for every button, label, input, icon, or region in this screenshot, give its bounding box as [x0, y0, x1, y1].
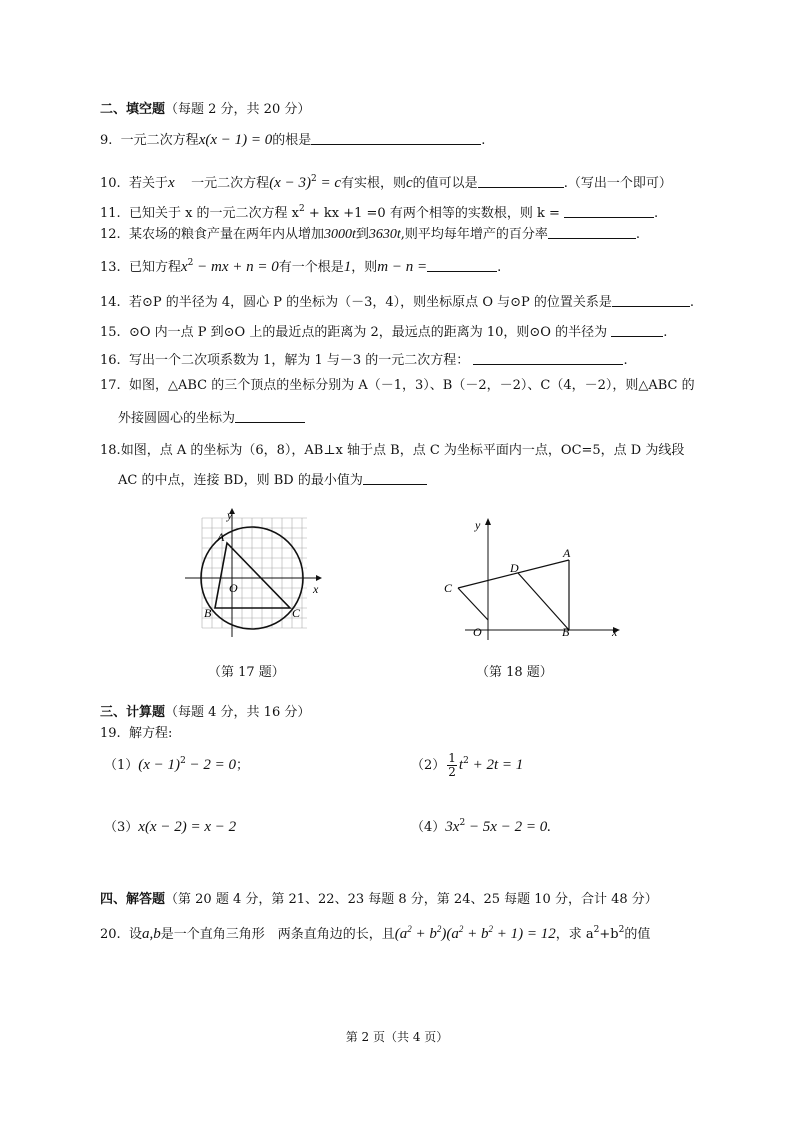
question-number: 19. [100, 726, 121, 741]
section-title: 三、计算题 [100, 705, 166, 720]
exponent: 2 [458, 924, 464, 934]
answer-blank[interactable] [235, 410, 305, 423]
question-number: 15. [100, 325, 121, 340]
answer-blank[interactable] [612, 294, 690, 307]
question-text: 已知关于 x 的一元二次方程 x [128, 206, 300, 221]
question-14 [100, 294, 694, 312]
question-text: ,则平均每年增产的百分率 [400, 227, 548, 242]
exponent: 2 [180, 756, 186, 766]
section-3-heading [100, 704, 310, 722]
eq-part: + 1) = 12 [492, 926, 556, 942]
question-text: ，则 [351, 260, 378, 275]
part-label: （3） [104, 820, 139, 835]
question-11 [100, 205, 658, 223]
denominator: 2 [448, 765, 456, 779]
section-note: （每题 2 分，共 20 分） [165, 102, 311, 117]
q19-part-1 [104, 756, 249, 775]
exponent: 2 [488, 924, 493, 934]
section-4-heading [100, 891, 658, 909]
y-label: y [475, 518, 481, 532]
question-number: 10. [100, 176, 121, 191]
question-17 [100, 377, 695, 395]
exponent: 2 [593, 925, 600, 935]
y-axis-arrow [485, 518, 491, 525]
question-text: ⊙O 内一点 P 到⊙O 上的最近点的距离为 2，最远点的距离为 10，则⊙O 的半径为 [128, 325, 608, 340]
question-text: + kx +1 =0 有两个相等的实数根，则 k = [304, 206, 560, 221]
question-19 [100, 725, 172, 743]
equation: − mx + n = 0 [193, 259, 279, 275]
question-text: 解方程: [128, 726, 173, 741]
question-17-line2 [118, 410, 305, 428]
question-text: AC 的中点，连接 BD，则 BD 的最小值为 [118, 473, 363, 488]
origin-label: O [473, 625, 482, 639]
figure-18-caption: （第 18 题） [476, 665, 553, 680]
equation [395, 926, 556, 942]
question-text: 有实根，则 [340, 176, 406, 191]
equation: t [458, 757, 464, 773]
question-number: 17. [100, 378, 121, 393]
root-value: 1 [343, 259, 352, 275]
question-text: 有一个根是 [278, 260, 344, 275]
question-text: .（写出一个即可） [563, 176, 672, 191]
question-number: 12. [100, 227, 121, 242]
exponent: 2 [187, 258, 194, 268]
answer-blank[interactable] [611, 324, 663, 337]
question-text: 的值 [624, 927, 651, 942]
variable: c [406, 175, 413, 191]
equation: (x − 3) [269, 175, 311, 191]
q19-part-2 [411, 752, 523, 779]
exponent: 2 [436, 924, 442, 934]
answer-blank[interactable] [363, 472, 427, 485]
question-number: 14. [100, 295, 121, 310]
question-text: 是一个直角三角形 两条直角边的长，且 [160, 927, 395, 942]
question-text: 如图，点 A 的坐标为（6，8），AB⊥x 轴于点 B，点 C 为坐标平面内一点，OC=5，点 D 为线段 [120, 443, 685, 458]
answer-blank[interactable] [311, 132, 481, 145]
eq-part: + b [411, 926, 437, 942]
x-label: x [313, 582, 319, 596]
part-label: （2） [411, 758, 446, 773]
equation: x [180, 259, 188, 275]
question-text: 设 [128, 927, 142, 942]
exponent: 2 [459, 818, 466, 828]
question-number: 11. [100, 206, 121, 221]
exponent: 2 [463, 756, 469, 766]
question-text: 的值可以是 [412, 176, 478, 191]
punctuation: . [497, 260, 502, 275]
question-12 [100, 226, 640, 244]
question-15 [100, 324, 667, 342]
x-axis-arrow [316, 575, 322, 581]
answer-blank[interactable] [478, 175, 564, 188]
figure-17-caption: （第 17 题） [208, 665, 285, 680]
eq-part: (a [394, 926, 408, 942]
question-10 [100, 174, 672, 193]
variable: x [167, 175, 175, 191]
equation: 3x [445, 819, 460, 835]
section-2-heading [100, 101, 310, 119]
question-number: 9. [100, 133, 113, 148]
variables: a,b [141, 926, 161, 942]
punctuation: . [623, 353, 628, 368]
point-c-label: C [292, 606, 301, 620]
question-number: 16. [100, 353, 121, 368]
equation: x(x − 2) = x − 2 [138, 819, 237, 835]
origin-label: O [229, 581, 238, 595]
segment-bd [518, 573, 569, 630]
answer-blank[interactable] [564, 205, 654, 218]
question-text: +b [599, 927, 619, 942]
punctuation: . [689, 295, 695, 310]
section-title: 二、填空题 [100, 102, 166, 117]
question-9 [100, 131, 485, 150]
equation: = c [316, 175, 341, 191]
eq-part: )(a [441, 926, 459, 942]
section-note: （每题 4 分，共 16 分） [165, 705, 311, 720]
question-20 [100, 925, 650, 944]
question-13 [100, 258, 501, 277]
question-number: 13. [100, 260, 121, 275]
answer-blank[interactable] [473, 352, 623, 365]
point-a-label: A [217, 530, 225, 544]
question-text: 已知方程 [128, 260, 181, 275]
segment-oc [458, 588, 488, 620]
answer-blank[interactable] [548, 226, 636, 239]
point-c-label: C [444, 581, 453, 595]
punctuation: . [481, 133, 486, 148]
equation: x(x − 1) = 0 [198, 132, 273, 148]
section-title: 四、解答题 [100, 892, 166, 907]
question-text: 一元二次方程 [120, 133, 199, 148]
point-b-label: B [562, 625, 570, 639]
question-number: 18. [100, 443, 121, 458]
exponent: 2 [618, 925, 625, 935]
quantity: 3630t [368, 227, 401, 242]
q19-part-3 [104, 818, 236, 837]
question-text: 若关于 [128, 176, 168, 191]
eq-part: + b [463, 926, 489, 942]
q19-part-4 [411, 818, 551, 837]
x-label: x [612, 625, 618, 639]
question-16 [100, 352, 628, 370]
question-text: 一元二次方程 [191, 176, 270, 191]
question-text: 外接圆圆心的坐标为 [118, 411, 236, 426]
punctuation: . [663, 325, 668, 340]
expression: m − n = [377, 259, 428, 275]
equation: − 5x − 2 = 0. [465, 819, 551, 835]
question-text: 某农场的粮食产量在两年内从增加 [128, 227, 324, 242]
question-text: 如图，△ABC 的三个顶点的坐标分别为 A（－1，3）、B（－2，－2）、C（4，－2），则△ABC 的 [128, 378, 695, 393]
equation: (x − 1) [138, 757, 181, 773]
equation: − 2 = 0 [185, 757, 237, 773]
question-text: 若⊙P 的半径为 4，圆心 P 的坐标为（－3，4），则坐标原点 O 与⊙P 的位置关系是 [128, 295, 612, 310]
question-text: 的根是 [272, 133, 312, 148]
punctuation: ； [236, 758, 250, 773]
question-text: 写出一个二次项系数为 1，解为 1 与－3 的一元二次方程： [128, 353, 470, 368]
punctuation: . [654, 206, 659, 221]
question-18-line2 [118, 472, 427, 490]
numerator: 1 [448, 751, 456, 765]
exponent: 2 [310, 174, 317, 184]
y-label: y [227, 508, 233, 522]
question-text: 到 [355, 227, 369, 242]
part-label: （1） [104, 758, 139, 773]
exponent: 2 [407, 924, 412, 934]
exponent: 2 [299, 204, 305, 214]
punctuation: . [635, 227, 641, 242]
answer-blank[interactable] [427, 259, 497, 272]
question-number: 20. [100, 927, 121, 942]
point-b-label: B [204, 606, 212, 620]
equation: + 2t = 1 [468, 757, 524, 773]
figure-17 [180, 505, 330, 640]
part-label: （4） [411, 820, 446, 835]
quantity: 3000t [323, 227, 356, 242]
figure-18 [440, 510, 630, 645]
section-note: （第 20 题 4 分，第 21、22、23 每题 8 分，第 24、25 每题 10 分，合计 48 分） [165, 892, 658, 907]
fraction [447, 752, 457, 779]
point-d-label: D [510, 561, 519, 575]
question-18 [100, 442, 684, 460]
page-footer: 第 2 页（共 4 页） [345, 1030, 449, 1044]
question-text: ，求 a [555, 927, 594, 942]
point-a-label: A [563, 546, 571, 560]
